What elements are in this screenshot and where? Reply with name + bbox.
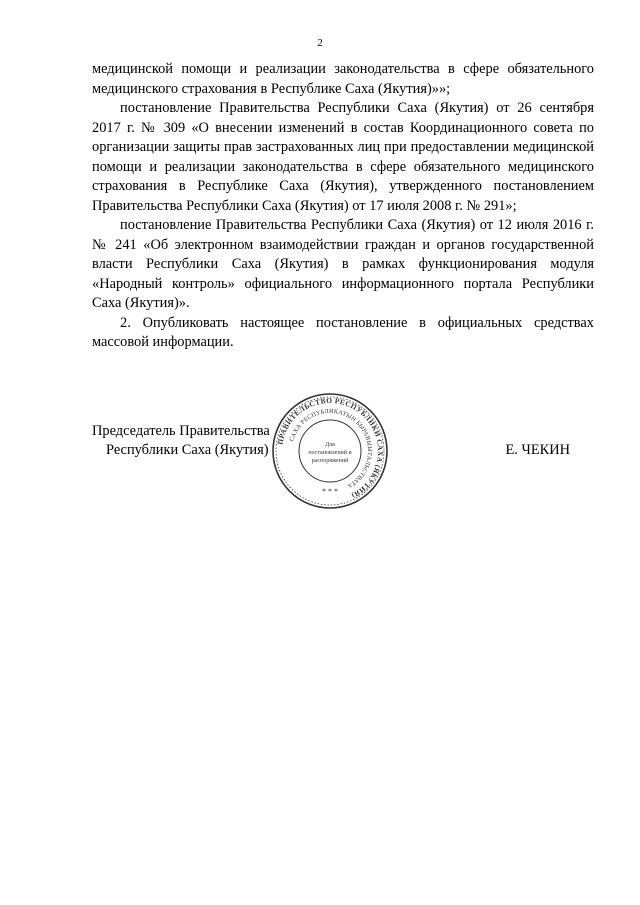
paragraph-continuation: медицинской помощи и реализации законодательства в сфере обязательного медицинского страхования в Республике Саха (Якутия)»»; — [92, 61, 594, 97]
seal-outer-text: ПРАВИТЕЛЬСТВО РЕСПУБЛИКИ САХА (ЯКУТИЯ) — [275, 395, 386, 501]
official-seal — [270, 391, 390, 511]
paragraph-resolution-241: постановление Правительства Республики Саха (Якутия) от 12 июля 2016 г. № 241 «Об электронном взаимодействии граждан и органов государственной власти Республики Саха (Якутия) в рамках функционирования модуля «Народный контроль» официального информационного портала Республики Саха (Якутия)». — [92, 217, 594, 311]
seal-center-line3: распоряжений — [311, 458, 349, 464]
body-text — [92, 60, 594, 353]
seal-graphic — [270, 391, 390, 511]
paragraph-publish-clause: 2. Опубликовать настоящее постановление в официальных средствах массовой информации. — [92, 314, 594, 350]
signatory-title-line2: Республики Саха (Якутия) — [106, 442, 269, 458]
seal-inner-text: САХА РЕСПУБЛИКАТЫН БЫРАВЫЫТАЛЬСТВАТА — [288, 407, 374, 490]
page-number: 2 — [317, 37, 323, 49]
seal-center-line1: Для — [325, 442, 335, 448]
paragraph-resolution-309: постановление Правительства Республики Саха (Якутия) от 26 сентября 2017 г. № 309 «О внесении изменений в состав Координационного совета по организации защиты прав застрахованных лиц при предоставлении медицинской помощи и реализации законодательства в сфере обязательного медицинского страхования в Республике Саха (Якутия), утвержденного постановлением Правительства Республики Саха (Якутия) от 17 июля 2008 г. № 291»; — [92, 100, 594, 214]
signatory-name: Е. ЧЕКИН — [505, 442, 570, 458]
signatory-title-line1: Председатель Правительства — [92, 423, 270, 439]
seal-center-line2: постановлений и — [308, 450, 352, 456]
seal-stars: * * * — [322, 487, 338, 496]
